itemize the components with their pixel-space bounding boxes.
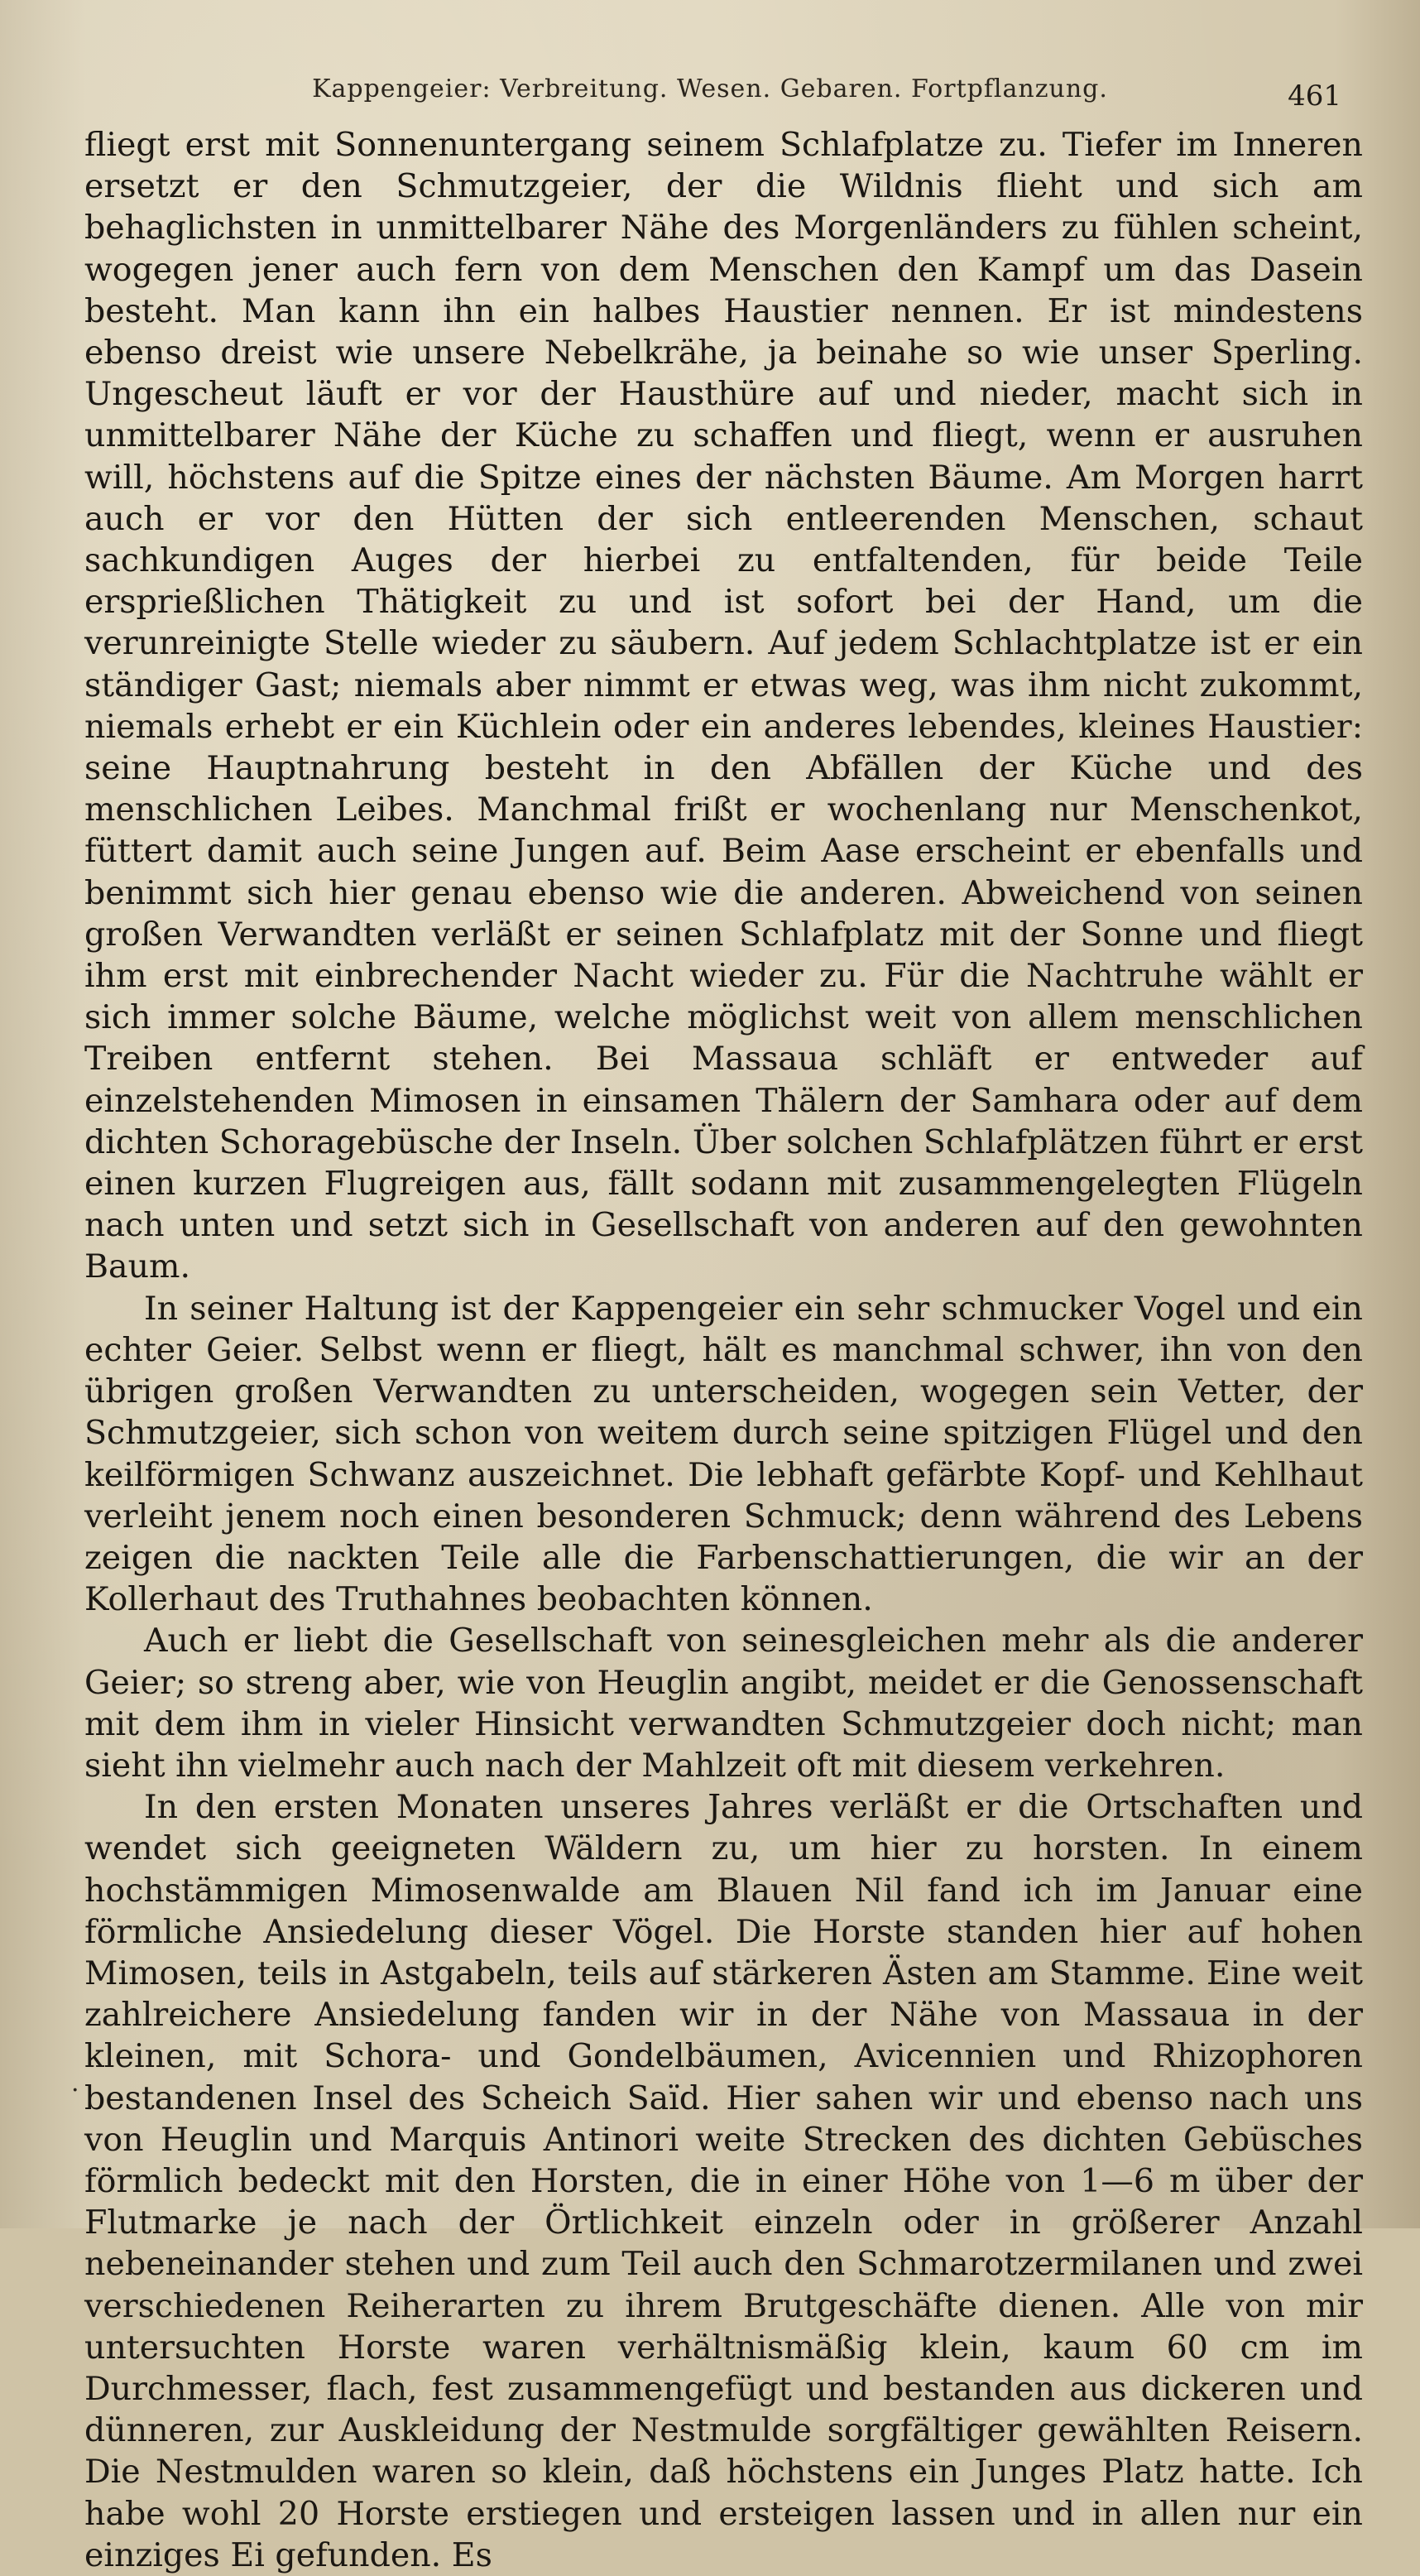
margin-mark: · [71,2076,79,2105]
paragraph: In seiner Haltung ist der Kappengeier ein sehr schmucker Vogel und ein echter Geier. Selbst wenn er fliegt, hält es manchmal schwer, ihn von den übrigen großen Verwandten zu unterscheiden, wogegen sein Vetter, der Schmutzgeier, sich schon von weitem durch seine spitzigen Flügel und den keilförmigen Schwanz auszeichnet. Die lebhaft gefärbte Kopf- und Kehlhaut verleiht jenem noch einen besonderen Schmuck; denn während des Lebens zeigen die nackten Teile alle die Farbenschattierungen, die wir an der Kollerhaut des Truthahnes beobachten können. [84,1289,1363,1619]
paragraph: fliegt erst mit Sonnenuntergang seinem Schlafplatze zu. Tiefer im Inneren ersetzt er den Schmutzgeier, der die Wildnis flieht und sich am behaglichsten in unmittelbarer Nähe des Morgenländers zu fühlen scheint, wogegen jener auch fern von dem Menschen den Kampf um das Dasein besteht. Man kann ihn ein halbes Haustier nennen. Er ist mindestens ebenso dreist wie unsere Nebelkrähe, ja beinahe so wie unser Sperling. Ungescheut läuft er vor der Hausthüre auf und nieder, macht sich in unmittelbarer Nähe der Küche zu schaffen und fliegt, wenn er ausruhen will, höchstens auf die Spitze eines der nächsten Bäume. Am Morgen harrt auch er vor den Hütten der sich entleerenden Menschen, schaut sachkundigen Auges der hierbei zu entfaltenden, für beide Teile ersprießlichen Thätigkeit zu und ist sofort bei der Hand, um die verunreinigte Stelle wieder zu säubern. Auf jedem Schlachtplatze ist er ein ständiger Gast; niemals aber nimmt er etwas weg, was ihm nicht zukommt, niemals erhebt er ein Küchlein oder ein anderes lebendes, kleines Haustier: seine Hauptnahrung besteht in den Abfällen der Küche und des menschlichen Leibes. Manchmal frißt er wochenlang nur Menschenkot, füttert damit auch seine Jungen auf. Beim Aase erscheint er ebenfalls und benimmt sich hier genau ebenso wie die anderen. Abweichend von seinen großen Verwandten verläßt er seinen Schlafplatz mit der Sonne und fliegt ihm erst mit einbrechender Nacht wieder zu. Für die Nachtruhe wählt er sich immer solche Bäume, welche möglichst weit von allem menschlichen Treiben entfernt stehen. Bei Massaua schläft er entweder auf einzelstehenden Mimosen in einsamen Thälern der Samhara oder auf dem dichten Schoragebüsche der Inseln. Über solchen Schlafplätzen führt er erst einen kurzen Flugreigen aus, fällt sodann mit zusammengelegten Flügeln nach unten und setzt sich in Gesellschaft von anderen auf den gewohnten Baum. [84,126,1363,1286]
paragraph: Auch er liebt die Gesellschaft von seinesgleichen mehr als die anderer Geier; so streng aber, wie von Heuglin angibt, meidet er die Genossenschaft mit dem ihm in vieler Hinsicht verwandten Schmutzgeier doch nicht; man sieht ihn vielmehr auch nach der Mahlzeit oft mit diesem verkehren. [84,1622,1363,1785]
body-text [84,124,1363,2576]
running-head [79,68,1341,118]
page-number: 461 [1288,79,1341,113]
paragraph: In den ersten Monaten unseres Jahres verläßt er die Ortschaften und wendet sich geeigneten Wäldern zu, um hier zu horsten. In einem hochstämmigen Mimosenwalde am Blauen Nil fand ich im Januar eine förmliche Ansiedelung dieser Vögel. Die Horste standen hier auf hohen Mimosen, teils in Astgabeln, teils auf stärkeren Ästen am Stamme. Eine weit zahlreichere Ansiedelung fanden wir in der Nähe von Massaua in der kleinen, mit Schora- und Gondelbäumen, Avicennien und Rhizophoren bestandenen Insel des Scheich Saïd. Hier sahen wir und ebenso nach uns von Heuglin und Marquis Antinori weite Strecken des dichten Gebüsches förmlich bedeckt mit den Horsten, die in einer Höhe von 1—6 m über der Flutmarke je nach der Örtlichkeit einzeln oder in größerer Anzahl nebeneinander stehen und zum Teil auch den Schmarotzermilanen und zwei verschiedenen Reiherarten zu ihrem Brutgeschäfte dienen. Alle von mir untersuchten Horste waren verhältnismäßig klein, kaum 60 cm im Durchmesser, flach, fest zusammengefügt und bestanden aus dickeren und dünneren, zur Auskleidung der Nestmulde sorgfältiger gewählten Reisern. Die Nestmulden waren so klein, daß höchstens ein Junges Platz hatte. Ich habe wohl 20 Horste erstiegen und ersteigen lassen und in allen nur ein einziges Ei gefunden. Es [84,1788,1363,2574]
running-title: Kappengeier: Verbreitung. Wesen. Gebaren. Fortpflanzung. [312,74,1108,103]
